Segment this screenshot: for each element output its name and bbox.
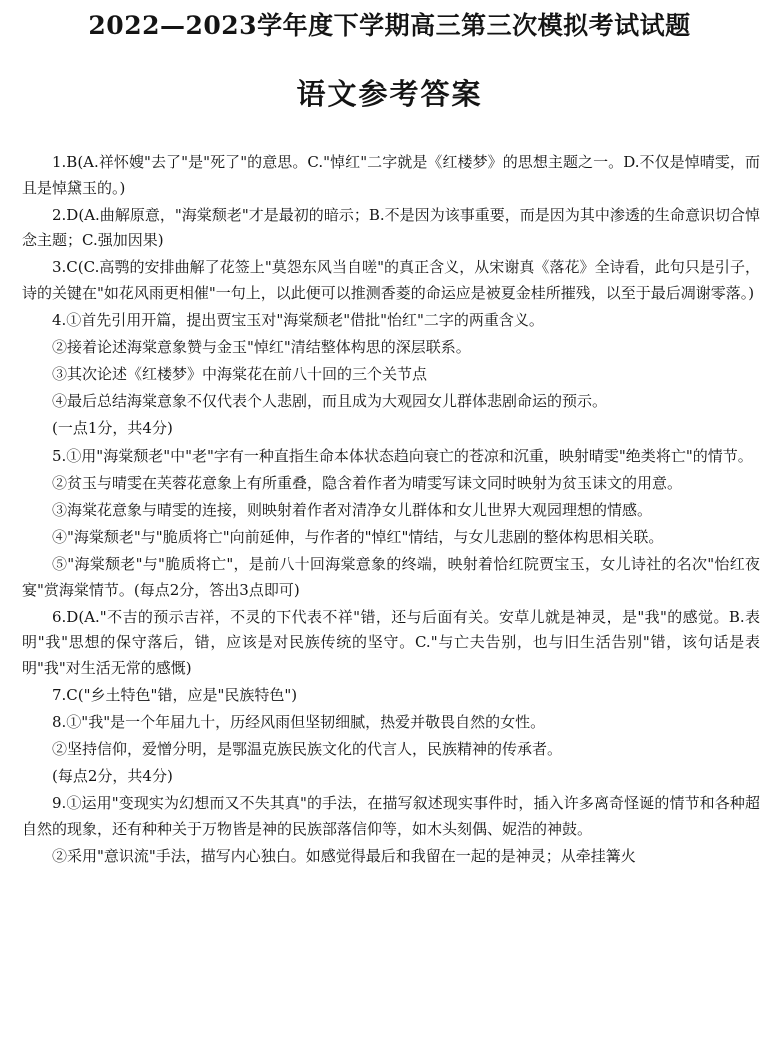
answer-q7: 7.C("乡土特色"错，应是"民族特色"): [52, 685, 298, 704]
answer-q4-scoring: (一点1分，共4分): [52, 419, 173, 438]
answer-q4-point2: ②接着论述海棠意象赞与金玉"悼红"清结整体构思的深层联系。: [52, 338, 471, 357]
answer-q9-point1: 9.①运用"变现实为幻想而又不失其真"的手法，在描写叙述现实事件时，插入许多离奇怪诞的情节和各种超自然的现象，还有种种关于万物皆是神的民族部落信仰等，如木头刻偶、妮浩的神鼓。: [22, 794, 760, 838]
answer-q8-point1: 8.①"我"是一个年届九十，历经风雨但坚韧细腻，热爱并敬畏自然的女性。: [52, 712, 546, 731]
exam-header-title: 2022—2023学年度下学期高三第三次模拟考试试题: [88, 11, 691, 40]
answer-q5-point3: ③海棠花意象与晴雯的连接，则映射着作者对清净女儿群体和女儿世界大观园理想的情感。: [52, 500, 653, 519]
answer-q9-point2: ②采用"意识流"手法，描写内心独白。如感觉得最后和我留在一起的是神灵；从牵挂篝火: [52, 846, 636, 865]
answer-q1: 1.B(A.祥怀嫂"去了"是"死了"的意思。C."悼红"二字就是《红楼梦》的思想主题之一。D.不仅是悼晴雯，而且是悼黛玉的。): [22, 153, 760, 197]
answer-q5-point5: ⑤"海棠颓老"与"脆质将亡"，是前八十回海棠意象的终端，映射着恰红院贾宝玉，女儿诗社的名次"怡红夜宴"赏海棠情节。(每点2分，答出3点即可): [22, 554, 760, 599]
answer-q8-point2: ②坚持信仰，爱憎分明，是鄂温克族民族文化的代言人，民族精神的传承者。: [52, 740, 563, 759]
answer-q8-scoring: (每点2分，共4分): [52, 767, 173, 786]
answer-key-title: 语文参考答案: [296, 77, 483, 111]
answer-q4-point3: ③其次论述《红楼梦》中海棠花在前八十回的三个关节点: [52, 365, 428, 384]
answer-list: [22, 150, 760, 871]
answer-q2: 2.D(A.曲解原意，"海棠颓老"才是最初的暗示；B.不是因为该事重要，而是因为其中渗透的生命意识切合悼念主题；C.强加因果): [22, 205, 760, 250]
answer-q4-point1: 4.①首先引用开篇，提出贾宝玉对"海棠颓老"借批"怡红"二字的两重含义。: [52, 311, 544, 330]
answer-q6: 6.D(A."不吉的预示吉祥，不灵的下代表不祥"错，还与后面有关。安草儿就是神灵，是"我"的感觉。B.表明"我"思想的保守落后，错，应该是对民族传统的坚守。C."与亡夫告别，也与旧生活告别"错，该句话是表明"我"对生活无常的感慨): [22, 607, 760, 677]
answer-q5-point4: ④"海棠颓老"与"脆质将亡"向前延伸，与作者的"悼红"情结，与女儿悲剧的整体构思相关联。: [52, 527, 664, 546]
answer-q5-point1: 5.①用"海棠颓老"中"老"字有一种直指生命本体状态趋向衰亡的苍凉和沉重，映射晴雯"绝类将亡"的情节。: [52, 446, 753, 465]
answer-q5-point2: ②贫玉与晴雯在芙蓉花意象上有所重叠，隐含着作者为晴雯写诔文同时映射为贫玉诔文的用意。: [52, 473, 683, 492]
answer-q3: 3.C(C.高鹗的安排曲解了花签上"莫怨东风当自嗟"的真正含义，从宋谢真《落花》全诗看，此句只是引子，诗的关键在"如花风雨更相催"一句上，以此便可以推测香菱的命运应是被夏金桂所摧残，以至于最后凋谢零落。): [22, 258, 760, 302]
answer-q4-point4: ④最后总结海棠意象不仅代表个人悲剧，而且成为大观园女儿群体悲剧命运的预示。: [52, 392, 608, 411]
